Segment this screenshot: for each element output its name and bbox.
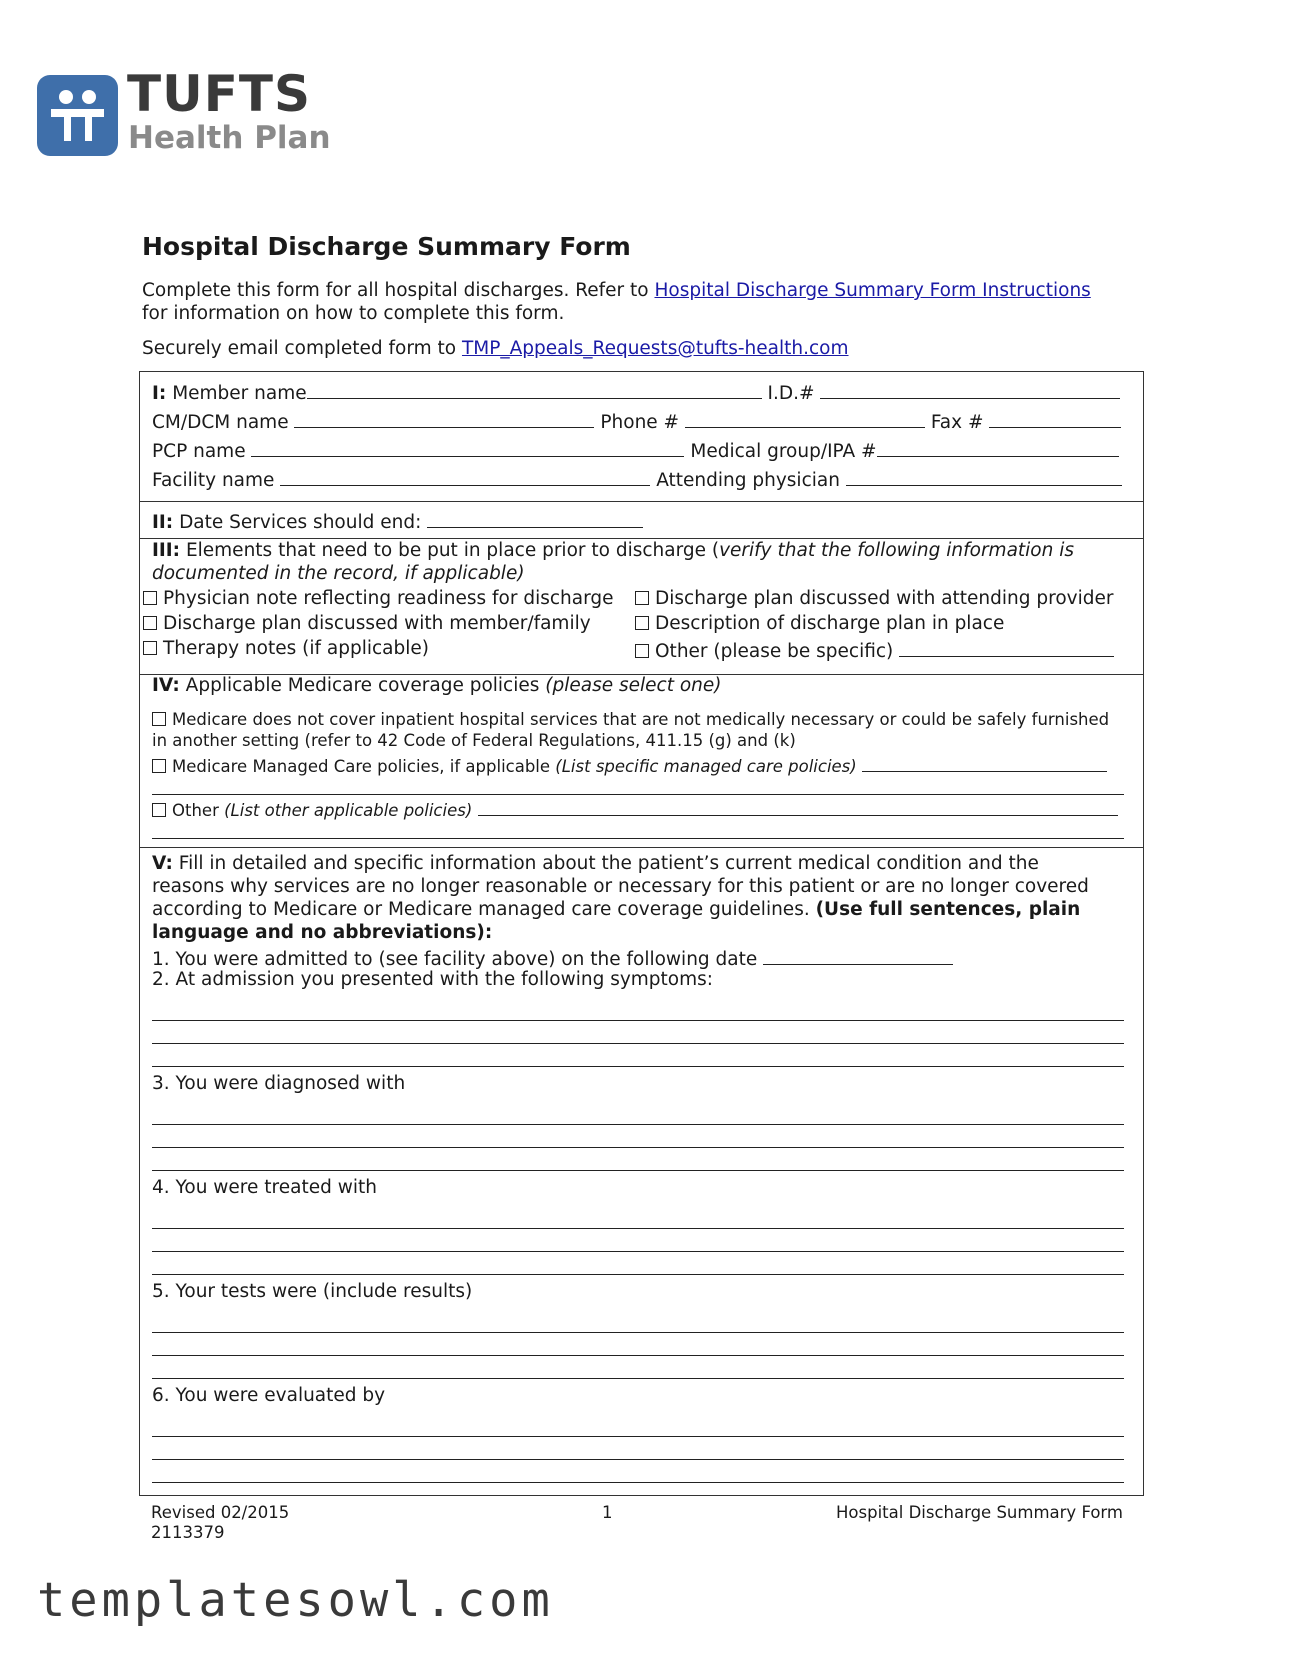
- member-row: I: Member name I.D.#: [152, 380, 1120, 404]
- answer-line[interactable]: [152, 1355, 1124, 1356]
- policy-option-other[interactable]: Other (List other applicable policies): [152, 797, 1118, 820]
- section-5-heading: V: Fill in detailed and specific information about the patient’s current medical condition and the reasons why services are no longer reasonable or necessary for this patient or are no longer covered according to Medicare or Medicare managed care coverage guidelines. (Use full sentences, plain language and no abbreviations):: [152, 853, 1089, 943]
- medical-group-field[interactable]: [877, 438, 1119, 457]
- managed-care-policies-field[interactable]: [862, 753, 1107, 772]
- answer-line[interactable]: [152, 794, 1124, 795]
- answer-line[interactable]: [152, 1482, 1124, 1483]
- cm-dcm-name-field[interactable]: [294, 409, 594, 428]
- phone-field[interactable]: [685, 409, 925, 428]
- check-other[interactable]: Other (please be specific): [635, 638, 1114, 662]
- admission-date-field[interactable]: [763, 946, 953, 965]
- checkbox[interactable]: [152, 759, 166, 773]
- end-date-row: II: Date Services should end:: [152, 509, 643, 533]
- checkbox[interactable]: [635, 616, 649, 630]
- email-link[interactable]: TMP_Appeals_Requests@tufts-health.com: [461, 338, 849, 359]
- page-title: Hospital Discharge Summary Form: [142, 232, 631, 261]
- answer-line[interactable]: [152, 1147, 1124, 1148]
- answer-line[interactable]: [152, 1124, 1124, 1125]
- check-plan-attending[interactable]: Discharge plan discussed with attending provider: [635, 588, 1113, 609]
- instructions-link[interactable]: Hospital Discharge Summary Form Instructions: [654, 280, 1091, 301]
- other-specify-field[interactable]: [899, 638, 1114, 657]
- attending-physician-field[interactable]: [846, 467, 1122, 486]
- services-end-date-field[interactable]: [427, 509, 643, 528]
- answer-line[interactable]: [152, 1459, 1124, 1460]
- answer-line[interactable]: [152, 1274, 1124, 1275]
- q3-diagnosed: 3. You were diagnosed with: [152, 1073, 406, 1094]
- checkbox[interactable]: [143, 641, 157, 655]
- section-5: [140, 847, 1143, 848]
- facility-name-field[interactable]: [280, 467, 650, 486]
- page-number: 1: [602, 1503, 613, 1522]
- watermark: templatesowl.com: [37, 1573, 554, 1628]
- section-3-heading: III: Elements that need to be put in place prior to discharge (verify that the following information is documented in the record, if applicable): [152, 540, 1075, 584]
- intro-text: Complete this form for all hospital discharges. Refer to Hospital Discharge Summary Form Instructions for information on how to complete this form.: [142, 280, 1091, 324]
- email-instruction: Securely email completed form to TMP_Appeals_Requests@tufts-health.com: [142, 338, 849, 359]
- section-2: [140, 501, 1143, 502]
- check-plan-description[interactable]: Description of discharge plan in place: [635, 613, 1004, 634]
- answer-line[interactable]: [152, 1170, 1124, 1171]
- answer-line[interactable]: [152, 1436, 1124, 1437]
- section-4-heading: IV: Applicable Medicare coverage policies (please select one): [152, 675, 722, 696]
- q2-symptoms: 2. At admission you presented with the following symptoms:: [152, 969, 714, 990]
- checkbox[interactable]: [152, 712, 166, 726]
- q4-treated: 4. You were treated with: [152, 1177, 377, 1198]
- discharge-form: [139, 371, 1144, 1496]
- q1-admitted-date: 1. You were admitted to (see facility above) on the following date: [152, 946, 953, 970]
- check-physician-note[interactable]: Physician note reflecting readiness for discharge: [143, 588, 614, 609]
- other-policies-field[interactable]: [478, 797, 1118, 816]
- tufts-logo-icon: [37, 75, 118, 156]
- answer-line[interactable]: [152, 1020, 1124, 1021]
- pcp-row: PCP name Medical group/IPA #: [152, 438, 1119, 462]
- answer-line[interactable]: [152, 1066, 1124, 1067]
- answer-line[interactable]: [152, 1251, 1124, 1252]
- answer-line[interactable]: [152, 1378, 1124, 1379]
- facility-row: Facility name Attending physician: [152, 467, 1122, 491]
- check-plan-family[interactable]: Discharge plan discussed with member/family: [143, 613, 591, 634]
- logo-wordmark-tufts: TUFTS: [127, 65, 311, 123]
- checkbox[interactable]: [635, 591, 649, 605]
- q5-tests: 5. Your tests were (include results): [152, 1281, 473, 1302]
- answer-line[interactable]: [152, 838, 1124, 839]
- answer-line[interactable]: [152, 1332, 1124, 1333]
- answer-line[interactable]: [152, 1228, 1124, 1229]
- logo-wordmark-health-plan: Health Plan: [128, 120, 331, 156]
- cm-row: CM/DCM name Phone # Fax #: [152, 409, 1121, 433]
- tufts-logo: [37, 65, 331, 161]
- check-therapy-notes[interactable]: Therapy notes (if applicable): [143, 638, 429, 659]
- checkbox[interactable]: [143, 591, 157, 605]
- member-id-field[interactable]: [820, 380, 1120, 399]
- pcp-name-field[interactable]: [251, 438, 684, 457]
- q6-evaluated: 6. You were evaluated by: [152, 1385, 386, 1406]
- checkbox[interactable]: [143, 616, 157, 630]
- footer-form-name: Hospital Discharge Summary Form: [836, 1503, 1124, 1522]
- footer-revision: Revised 02/2015 2113379: [151, 1503, 290, 1542]
- policy-option-managed-care[interactable]: Medicare Managed Care policies, if applicable (List specific managed care policies): [152, 753, 1107, 776]
- checkbox[interactable]: [635, 644, 649, 658]
- checkbox[interactable]: [152, 803, 166, 817]
- member-name-field[interactable]: [307, 380, 762, 399]
- answer-line[interactable]: [152, 1043, 1124, 1044]
- policy-option-not-necessary[interactable]: Medicare does not cover inpatient hospital services that are not medically necessary or could be safely furnished in another setting (refer to 42 Code of Federal Regulations, 411.15 (g) and (k): [152, 710, 1110, 750]
- fax-field[interactable]: [989, 409, 1121, 428]
